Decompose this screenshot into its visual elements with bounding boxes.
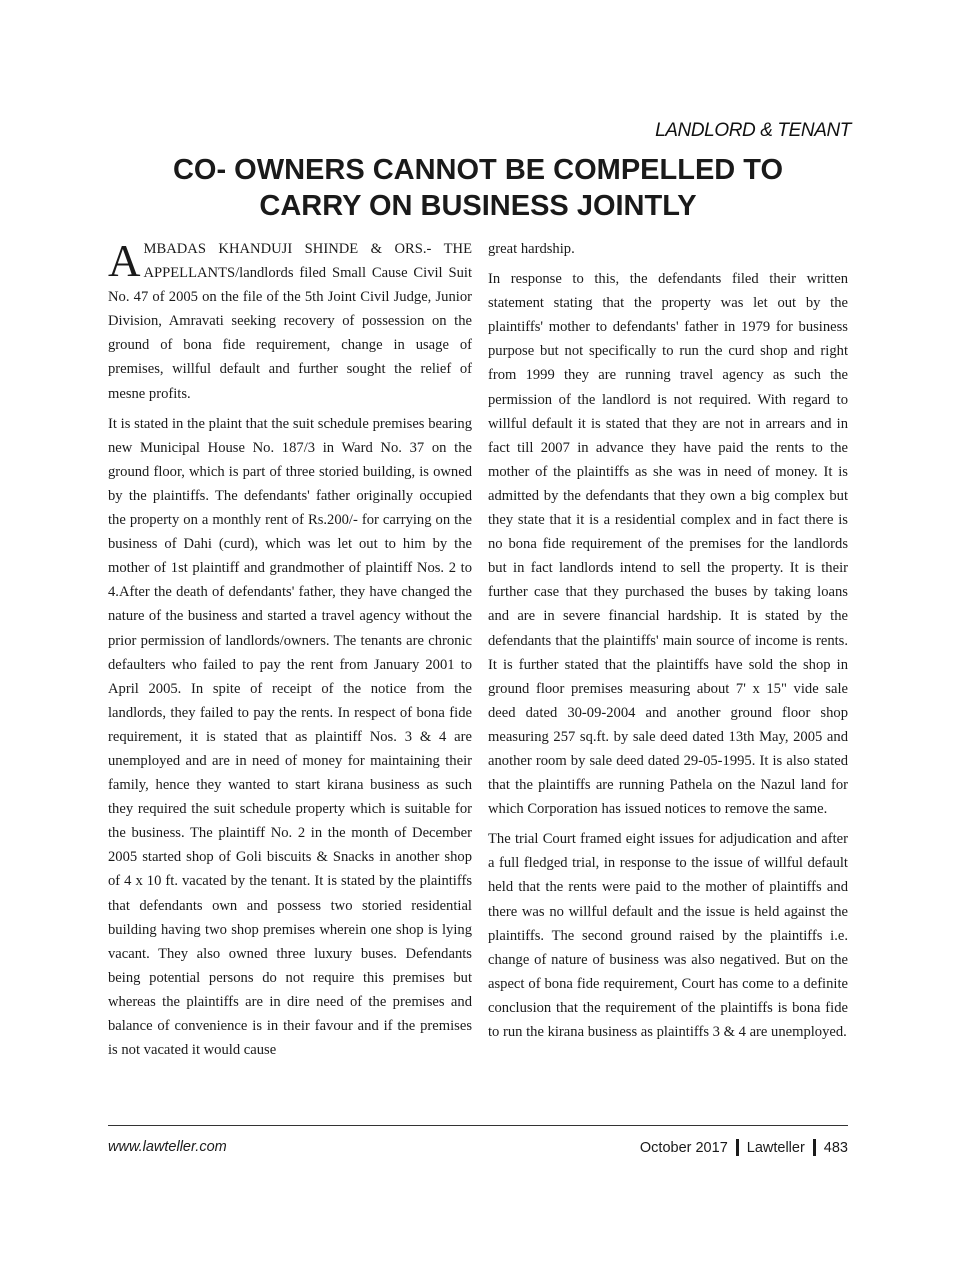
website-link[interactable]: www.lawteller.com	[108, 1139, 227, 1155]
separator-bar	[813, 1139, 816, 1156]
left-column	[108, 237, 472, 1068]
article-title-line-2: CARRY ON BUSINESS JOINTLY	[259, 190, 697, 222]
page-number: 483	[823, 1139, 848, 1156]
drop-cap: A	[108, 236, 141, 286]
footer-divider	[108, 1125, 848, 1126]
paragraph-trial-court: The trial Court framed eight issues for adjudication and after a full fledged trial, in response to the issue of willful default held that the rents were paid to the mother of plaintiffs and there was no willful default and the issue is held against the plaintiffs. The second ground raised by the plaintiffs i.e. change of nature of business was also negatived. But on the aspect of bona fide requirement, Court has come to a definite conclusion that the requirement of the plaintiffs is bona fide to run the kirana business as plaintiffs 3 & 4 are unemployed.	[488, 831, 848, 1040]
footer-meta	[640, 1139, 848, 1156]
issue-date: October 2017	[639, 1139, 728, 1156]
page-footer	[108, 1139, 848, 1159]
paragraph-plaint: It is stated in the plaint that the suit schedule premises bearing new Municipal House No. 187/3 in Ward No. 37 on the ground floor, which is part of three storied building, is owned by the plaintiffs. The defendants' father originally occupied the property on a monthly rent of Rs.200/- for carrying on the business of Dahi (curd), which was let out to him by the mother of 1st plaintiff and grandmother of plaintiff Nos. 2 to 4.After the death of defendants' father, they have changed the nature of the business and started a travel agency without the prior permission of landlords/owners. The tenants are chronic defaulters who failed to pay the rent from January 2001 to April 2005. In spite of receipt of the notice from the landlords, they failed to pay the rents. In respect of bona fide requirement, it is stated that as plaintiff Nos. 3 & 4 are unemployed and are in need of money for maintaining their family, hence they wanted to start kirana business as such they required the suit schedule property which is suitable for the business. The plaintiff No. 2 in the month of December 2005 started shop of Goli biscuits & Snacks in another shop of 4 x 10 ft. vacated by the tenant. It is stated by the plaintiffs that defendants own and possess two storied residential building having two shop premises wherein one shop is lying vacant. They also owned three luxury buses. Defendants being potential persons do not require this premises but whereas the plaintiffs are in dire need of the premises and balance of convenience is in their favour and if the premises is not vacated it would cause	[108, 415, 472, 1059]
paragraph-written-statement: In response to this, the defendants filed their written statement stating that the property was let out by the plaintiffs' mother to defendants' father in 1979 for business purpose but not specifically to run the curd shop and right from 1999 they are running travel agency as such the permission of the landlord is not required. With regard to willful default it is stated that they are not in arrears and in fact till 2007 in advance they have paid the rents to the mother of the plaintiffs as she was in need of money. It is admitted by the defendants that they own a big complex but they state that it is a residential complex and in fact there is no bona fide requirement of the premises for the landlords but in fact landlords intend to sell the property. It is their further case that they purchased the buses by taking loans and are in severe financial hardship. It is stated by the defendants that the plaintiffs' main source of income is rents. It is further stated that the plaintiffs have sold the shop in ground floor premises measuring about 7' x 15" vide sale deed dated 30-09-2004 and another ground floor shop measuring 257 sq.ft. by sale deed dated 13th May, 2005 and another room by sale deed dated 29-05-1995. It is also stated that the plaintiffs are running Pathela on the Nazul land for which Corporation has issued notices to remove the same.	[488, 271, 848, 818]
article-title	[108, 152, 848, 224]
article-title-line-1: CO- OWNERS CANNOT BE COMPELLED TO	[172, 154, 784, 186]
section-label: LANDLORD & TENANT	[655, 120, 851, 141]
right-column	[488, 237, 848, 1050]
separator-bar	[736, 1139, 739, 1156]
paragraph-intro-text: MBADAS KHANDUJI SHINDE & ORS.- THE APPELLANTS/landlords filed Small Cause Civil Suit No. 47 of 2005 on the file of the 5th Joint Civil Judge, Junior Division, Amravati seeking recovery of possession on the ground of bona fide requirement, change in usage of premises, willful default and further sought the relief of mesne profits.	[108, 241, 472, 402]
paragraph-intro	[108, 237, 472, 406]
publication-name: Lawteller	[746, 1139, 805, 1156]
paragraph-continuation: great hardship.	[488, 241, 575, 257]
